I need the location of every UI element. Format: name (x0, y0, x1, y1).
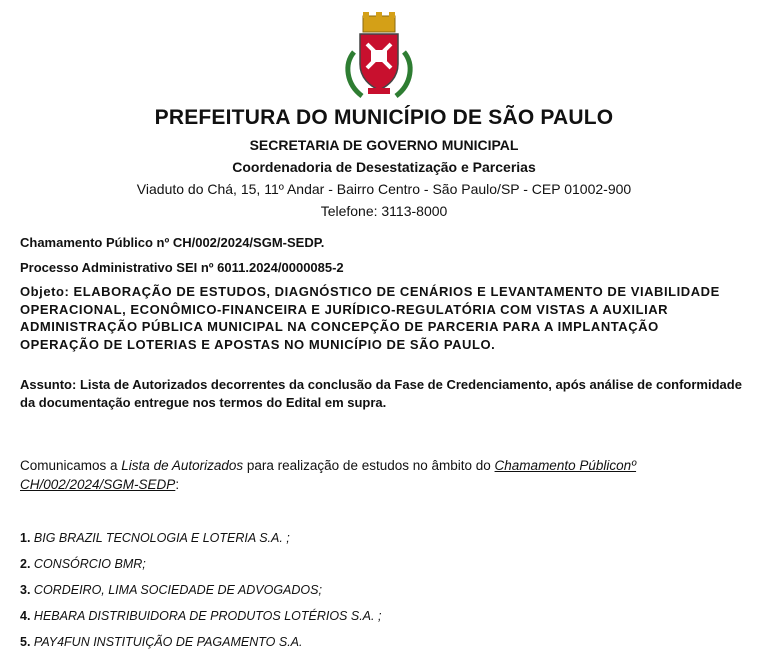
list-item-name: CORDEIRO, LIMA SOCIEDADE DE ADVOGADOS; (33, 583, 322, 597)
list-item (20, 633, 381, 659)
comunicamos-paragraph (20, 456, 750, 494)
objeto-line-1: Objeto: ELABORAÇÃO DE ESTUDOS, DIAGNÓSTICO DE CENÁRIOS E LEVANTAMENTO DE VIABILIDADE (20, 284, 720, 299)
processo-reference: Processo Administrativo SEI nº 6011.2024/0000085-2 (20, 260, 344, 275)
assunto-paragraph: Assunto: Lista de Autorizados decorrentes da conclusão da Fase de Credenciamento, após análise de conformidade da documentação entregue nos termos do Edital em supra. (20, 377, 742, 410)
chamamento-reference: Chamamento Público nº CH/002/2024/SGM-SEDP. (20, 235, 325, 250)
comunicamos-middle: para realização de estudos no âmbito do (243, 458, 495, 473)
list-item-number: 4. (20, 609, 31, 623)
objeto-line-2: OPERACIONAL, ECONÔMICO-FINANCEIRA E JURÍDICO-REGULATÓRIA COM VISTAS A AUXILIAR (20, 301, 669, 317)
list-item (20, 555, 381, 581)
objeto-line-4: OPERAÇÃO DE LOTERIAS E APOSTAS NO MUNICÍPIO DE SÃO PAULO. (20, 336, 496, 352)
list-item-name: CONSÓRCIO BMR; (33, 557, 146, 571)
objeto-line-3: ADMINISTRAÇÃO PÚBLICA MUNICIPAL NA CONCEPÇÃO DE PARCERIA PARA A IMPLANTAÇÃO (20, 319, 659, 334)
list-item (20, 529, 381, 555)
comunicamos-suffix: : (175, 477, 180, 492)
list-item (20, 581, 381, 607)
lista-autorizados-text: Lista de Autorizados (121, 458, 244, 473)
municipality-title: PREFEITURA DO MUNICÍPIO DE SÃO PAULO (154, 106, 614, 129)
address-line: Viaduto do Chá, 15, 11º Andar - Bairro Centro - São Paulo/SP - CEP 01002-900 (136, 181, 632, 197)
secretaria-heading: SECRETARIA DE GOVERNO MUNICIPAL (249, 137, 519, 153)
list-item-number: 5. (20, 635, 31, 649)
list-item (20, 607, 381, 633)
list-item-number: 3. (20, 583, 31, 597)
list-item-name: BIG BRAZIL TECNOLOGIA E LOTERIA S.A. ; (33, 531, 290, 545)
list-item-number: 1. (20, 531, 31, 545)
authorized-list (20, 529, 381, 659)
chamamento-link[interactable]: Chamamento Públiconº CH/002/2024/SGM-SEDP (20, 458, 637, 492)
coat-of-arms-icon (340, 12, 418, 100)
phone-line: Telefone: 3113-8000 (320, 203, 448, 219)
comunicamos-prefix: Comunicamos a (20, 458, 122, 473)
list-item-number: 2. (20, 557, 31, 571)
list-item-name: PAY4FUN INSTITUIÇÃO DE PAGAMENTO S.A. (33, 635, 303, 649)
list-item-name: HEBARA DISTRIBUIDORA DE PRODUTOS LOTÉRIOS S.A. ; (33, 609, 382, 623)
coordenadoria-heading: Coordenadoria de Desestatização e Parcerias (232, 159, 536, 175)
objeto-paragraph (20, 283, 750, 353)
